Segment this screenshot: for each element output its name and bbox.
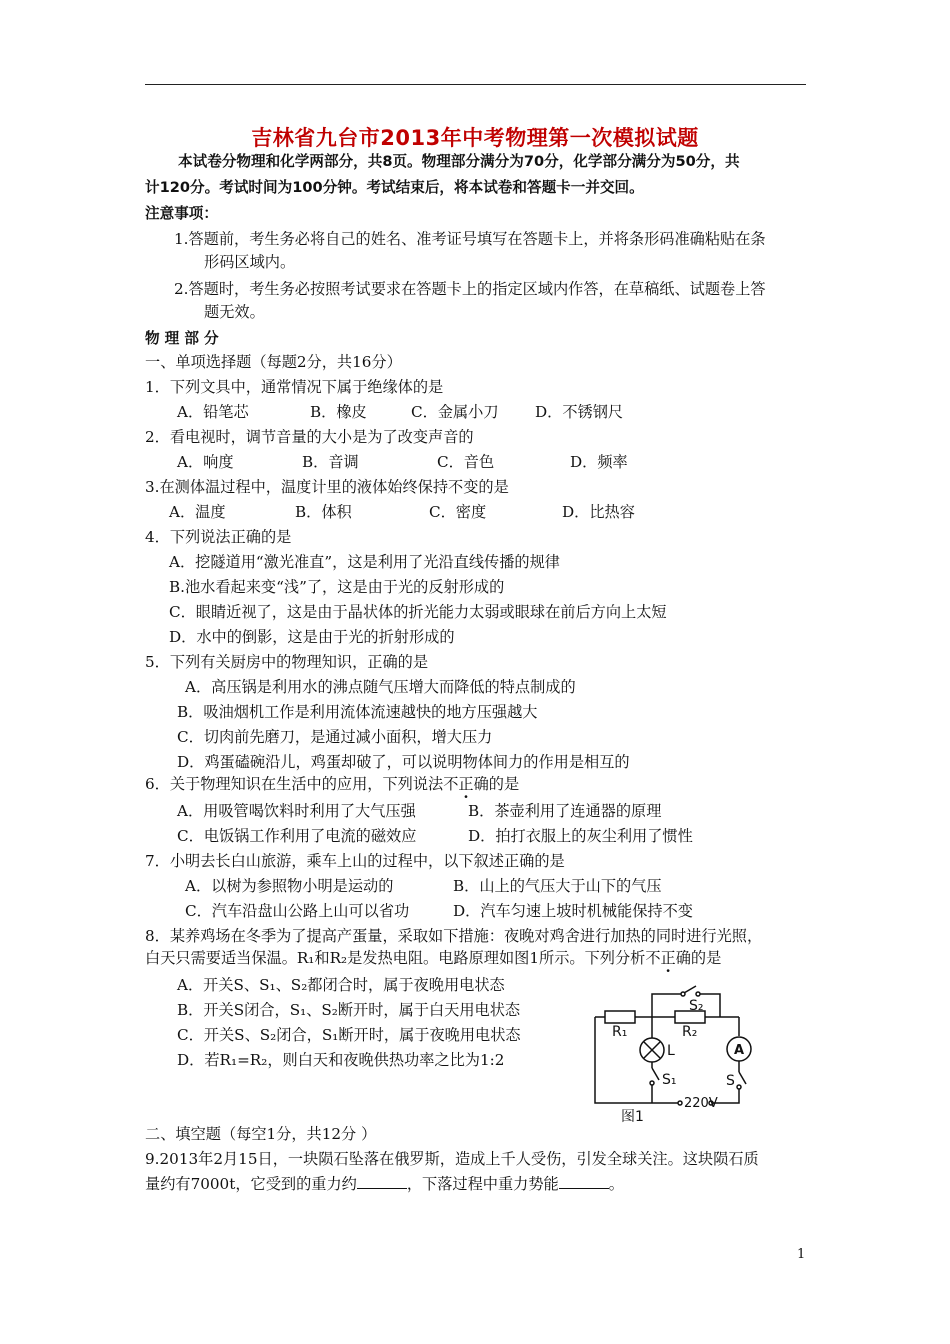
note-2-line-2: 题无效。	[204, 303, 265, 321]
question-4-option-c: C．眼睛近视了，这是由于晶状体的折光能力太弱或眼球在前后方向上太短	[169, 603, 667, 621]
question-8-stem-line-1: 8．某养鸡场在冬季为了提高产蛋量，采取如下措施：夜晚对鸡舍进行加热的同时进行光照，	[145, 927, 763, 945]
label-s2: S₂	[689, 998, 704, 1014]
question-2-option-b: B．音调	[302, 453, 359, 471]
question-6-stem-pre: 6．关于物理知识在生活中的应用，下列说法	[145, 775, 444, 793]
answer-blank-2[interactable]	[559, 1174, 609, 1189]
question-1-option-a: A．铅笔芯	[177, 403, 249, 421]
question-8-stem-post: 的是	[690, 949, 722, 967]
note-1-line-1: 1.答题前，考生务必将自己的姓名、准考证号填写在答题卡上，并将条形码准确粘贴在条	[174, 230, 766, 248]
question-7-option-b: B．山上的气压大于山下的气压	[453, 877, 662, 895]
question-8-option-a: A．开关S、S₁、S₂都闭合时，属于夜晚用电状态	[177, 976, 505, 994]
section-1-heading: 一、单项选择题（每题2分，共16分）	[145, 353, 402, 371]
question-5-option-b: B．吸油烟机工作是利用流体流速越快的地方压强越大	[177, 703, 538, 721]
question-1-option-c: C．金属小刀	[411, 403, 499, 421]
section-2-heading: 二、填空题（每空1分，共12分 ）	[145, 1125, 377, 1143]
circuit-diagram-figure-1	[585, 980, 780, 1125]
ammeter-icon: A	[734, 1043, 745, 1058]
question-8-option-d: D．若R₁=R₂，则白天和夜晚供热功率之比为1:2	[177, 1051, 505, 1069]
question-1-stem: 1．下列文具中，通常情况下属于绝缘体的是	[145, 378, 444, 396]
question-2-option-a: A．响度	[177, 453, 234, 471]
question-3-option-a: A．温度	[169, 503, 226, 521]
label-s1: S₁	[662, 1072, 677, 1088]
question-9-text-mid: ，下落过程中重力势能	[406, 1175, 559, 1193]
question-4-option-b: B.池水看起来变“浅”了，这是由于光的反射形成的	[169, 578, 505, 596]
question-4-option-d: D．水中的倒影，这是由于光的折射形成的	[169, 628, 455, 646]
question-3-option-b: B．体积	[295, 503, 352, 521]
question-6-stem	[145, 774, 519, 794]
figure-caption: 图1	[621, 1109, 644, 1125]
question-6-option-c: C．电饭锅工作利用了电流的磁效应	[177, 827, 417, 845]
note-2-line-1: 2.答题时，考生务必按照考试要求在答题卡上的指定区域内作答，在草稿纸、试题卷上答	[174, 280, 766, 298]
question-2-option-d: D．频率	[570, 453, 628, 471]
note-1-line-2: 形码区域内。	[204, 253, 296, 271]
label-s: S	[726, 1073, 735, 1089]
intro-line-2: 计120分。考试时间为100分钟。考试结束后，将本试卷和答题卡一并交回。	[145, 179, 644, 196]
question-5-stem: 5．下列有关厨房中的物理知识，正确的是	[145, 653, 429, 671]
question-7-option-c: C．汽车沿盘山公路上山可以省功	[185, 902, 410, 920]
question-6-option-b: B．茶壶利用了连通器的原理	[468, 802, 662, 820]
question-5-option-a: A．高压锅是利用水的沸点随气压增大而降低的特点制成的	[185, 678, 576, 696]
question-3-option-d: D．比热容	[562, 503, 635, 521]
question-1-option-b: B．橡皮	[310, 403, 367, 421]
notes-heading: 注意事项：	[145, 205, 218, 222]
question-5-option-c: C．切肉前先磨刀，是通过减小面积，增大压力	[177, 728, 493, 746]
question-8-option-b: B．开关S闭合，S₁、S₂断开时，属于白天用电状态	[177, 1001, 521, 1019]
question-8-stem-line-2	[145, 948, 721, 968]
question-7-option-d: D．汽车匀速上坡时机械能保持不变	[453, 902, 693, 920]
question-7-option-a: A．以树为参照物小明是运动的	[185, 877, 394, 895]
question-2-option-c: C．音色	[437, 453, 495, 471]
part-heading: 物 理 部 分	[145, 330, 219, 347]
question-9-text-post: 。	[608, 1175, 624, 1193]
intro-line-1: 本试卷分物理和化学两部分，共8页。物理部分满分为70分，化学部分满分为50分，共	[178, 153, 740, 170]
question-6-option-d: D．拍打衣服上的灰尘利用了惯性	[468, 827, 693, 845]
question-5-option-d: D．鸡蛋磕碗沿儿，鸡蛋却破了，可以说明物体间力的作用是相互的	[177, 753, 630, 771]
question-4-stem: 4．下列说法正确的是	[145, 528, 292, 546]
question-9-text-pre: 量约有7000t，它受到的重力约	[145, 1175, 357, 1193]
question-6-emphasis: 不正确	[443, 775, 489, 793]
question-6-option-a: A．用吸管喝饮料时利用了大气压强	[177, 802, 416, 820]
question-2-stem: 2．看电视时，调节音量的大小是为了改变声音的	[145, 428, 474, 446]
question-8-option-c: C．开关S、S₂闭合，S₁断开时，属于夜晚用电状态	[177, 1026, 521, 1044]
label-r2: R₂	[682, 1024, 698, 1040]
question-6-stem-post: 的是	[488, 775, 520, 793]
label-voltage: 220V	[684, 1096, 718, 1111]
label-lamp: L	[667, 1043, 675, 1059]
page-title: 吉林省九台市2013年中考物理第一次模拟试题	[251, 126, 699, 150]
question-8-emphasis: 不正确	[645, 949, 691, 967]
question-9-line-2	[145, 1174, 624, 1194]
question-4-option-a: A．挖隧道用“激光准直”，这是利用了光沿直线传播的规律	[169, 553, 560, 571]
label-r1: R₁	[612, 1024, 628, 1040]
question-3-option-c: C．密度	[429, 503, 487, 521]
question-3-stem: 3.在测体温过程中，温度计里的液体始终保持不变的是	[145, 478, 509, 496]
question-7-stem: 7．小明去长白山旅游，乘车上山的过程中，以下叙述正确的是	[145, 852, 565, 870]
question-1-option-d: D．不锈钢尺	[535, 403, 624, 421]
page-number: 1	[797, 1247, 806, 1262]
answer-blank-1[interactable]	[357, 1174, 407, 1189]
question-9-line-1: 9.2013年2月15日，一块陨石坠落在俄罗斯，造成上千人受伤，引发全球关注。这块陨石质	[145, 1150, 759, 1168]
question-8-stem-pre: 白天只需要适当保温。R₁和R₂是发热电阻。电路原理如图1所示。下列分析	[145, 949, 646, 967]
header-rule	[145, 84, 806, 85]
